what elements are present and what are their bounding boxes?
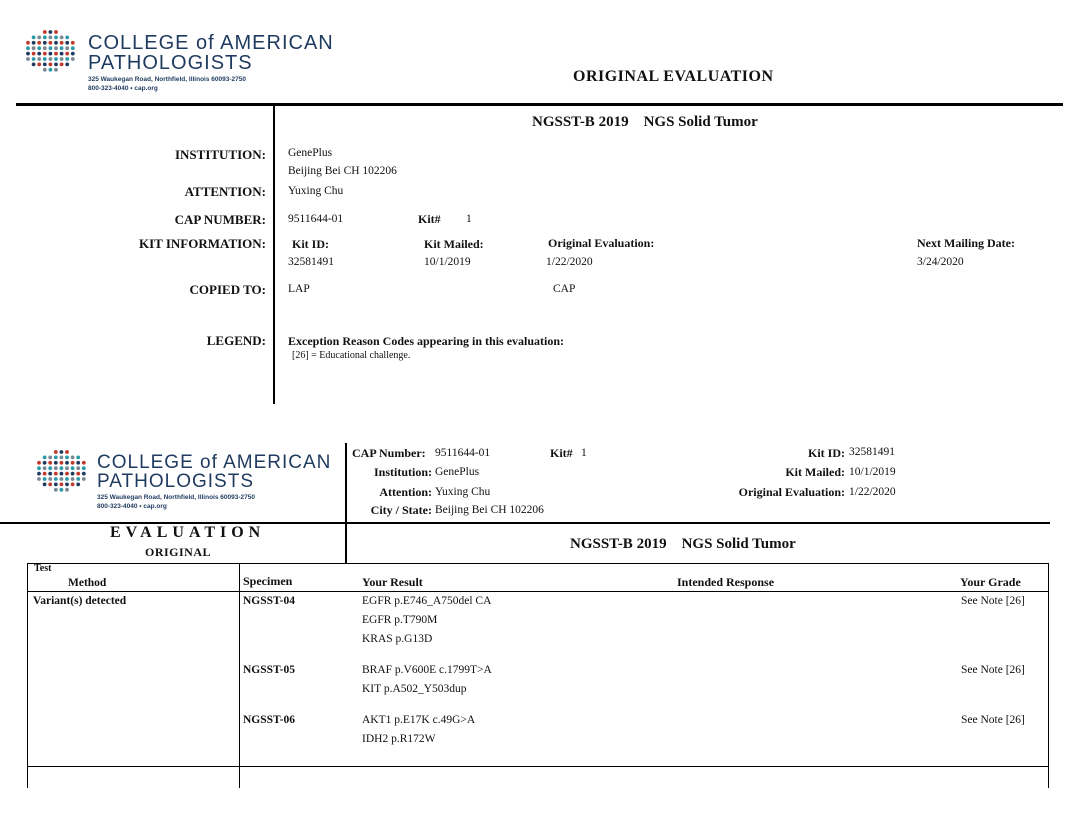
org-address: 325 Waukegan Road, Northfield, Illinois 60093-2750	[88, 76, 246, 83]
p2-program-title: NGSST-B 2019 NGS Solid Tumor	[570, 536, 796, 552]
table-right-edge	[1048, 563, 1049, 788]
next-mailing-value: 3/24/2020	[917, 256, 964, 268]
kit-label: Kit#	[418, 212, 441, 226]
program-title: NGSST-B 2019 NGS Solid Tumor	[532, 114, 758, 130]
attention-label: ATTENTION:	[184, 184, 266, 199]
p2-cap-number-value: 9511644-01	[435, 447, 491, 459]
legend-title: Exception Reason Codes appearing in this evaluation:	[288, 334, 565, 348]
header-rule	[16, 103, 1063, 106]
grade-cell: See Note [26]	[961, 664, 1025, 676]
org-name-line1: COLLEGE of AMERICAN	[88, 32, 334, 54]
p2-kit-mailed-label: Kit Mailed:	[785, 465, 845, 479]
org-address: 325 Waukegan Road, Northfield, Illinois 60093-2750	[97, 494, 255, 501]
result-line: EGFR p.E746_A750del CA	[362, 595, 492, 607]
attention-value: Yuxing Chu	[288, 185, 344, 197]
org-name-line2: PATHOLOGISTS	[88, 52, 253, 74]
copied-to-cap: CAP	[553, 283, 576, 295]
specimen-cell: NGSST-04	[243, 595, 295, 607]
cap-logo-icon	[22, 28, 78, 76]
table-top-rule	[27, 563, 1049, 564]
p2-kit-value: 1	[581, 447, 587, 459]
evaluation-title: EVALUATION	[110, 524, 266, 541]
next-mailing-label: Next Mailing Date:	[917, 236, 1015, 250]
col-grade-header: Your Grade	[960, 575, 1021, 589]
original-eval-value: 1/22/2020	[546, 256, 593, 268]
col-intended-header: Intended Response	[677, 575, 775, 589]
cap-number-value: 9511644-01	[288, 213, 344, 225]
kit-id-label: Kit ID:	[292, 237, 329, 251]
p2-cap-number-label: CAP Number:	[352, 446, 426, 460]
kit-info-label: KIT INFORMATION:	[139, 236, 266, 251]
result-line: KRAS p.G13D	[362, 633, 433, 645]
copied-to-label: COPIED TO:	[189, 282, 266, 297]
page-title: ORIGINAL EVALUATION	[573, 68, 774, 85]
col-test-header: Test	[34, 563, 52, 574]
result-line: EGFR p.T790M	[362, 614, 438, 626]
cap-logo-icon	[33, 448, 89, 496]
p2-original-eval-label: Original Evaluation:	[738, 485, 845, 499]
kit-mailed-value: 10/1/2019	[424, 256, 471, 268]
institution-name: GenePlus	[288, 147, 333, 159]
col-result-header: Your Result	[362, 575, 423, 589]
p2-institution-label: Institution:	[373, 465, 432, 479]
cap-number-label: CAP NUMBER:	[174, 212, 266, 227]
label-divider	[273, 106, 275, 404]
institution-label: INSTITUTION:	[174, 147, 266, 162]
p2-attention-value: Yuxing Chu	[435, 486, 491, 498]
kit-mailed-label: Kit Mailed:	[424, 237, 484, 251]
specimen-cell: NGSST-05	[243, 664, 295, 676]
legend-item: [26] = Educational challenge.	[292, 350, 411, 361]
p2-kit-mailed-value: 10/1/2019	[849, 466, 896, 478]
org-name-line2: PATHOLOGISTS	[97, 471, 254, 492]
table-col-divider	[239, 563, 240, 788]
org-contact: 800-323-4040 • cap.org	[88, 85, 158, 92]
p2-kit-id-value: 32581491	[849, 446, 895, 458]
org-contact: 800-323-4040 • cap.org	[97, 503, 167, 510]
legend-label: LEGEND:	[206, 333, 266, 348]
p2-kit-label: Kit#	[550, 446, 573, 460]
method-value: Variant(s) detected	[33, 595, 127, 607]
col-method-header: Method	[68, 577, 107, 589]
p2-city-state-value: Beijing Bei CH 102206	[435, 504, 544, 516]
original-eval-label: Original Evaluation:	[548, 236, 655, 250]
kit-id-value: 32581491	[288, 256, 334, 268]
result-line: IDH2 p.R172W	[362, 733, 436, 745]
p2-original-eval-value: 1/22/2020	[849, 486, 896, 498]
p2-institution-value: GenePlus	[435, 466, 480, 478]
table-bottom-rule	[27, 766, 1049, 767]
result-line: KIT p.A502_Y503dup	[362, 683, 467, 695]
p2-header-divider	[345, 443, 347, 563]
specimen-cell: NGSST-06	[243, 714, 295, 726]
evaluation-subtitle: ORIGINAL	[145, 545, 212, 559]
grade-cell: See Note [26]	[961, 595, 1025, 607]
p2-attention-label: Attention:	[379, 485, 432, 499]
col-specimen-header: Specimen	[243, 574, 293, 588]
grade-cell: See Note [26]	[961, 714, 1025, 726]
result-line: BRAF p.V600E c.1799T>A	[362, 664, 492, 676]
org-name-line1: COLLEGE of AMERICAN	[97, 452, 332, 473]
institution-address: Beijing Bei CH 102206	[288, 165, 397, 177]
table-header-rule	[27, 591, 1049, 592]
result-line: AKT1 p.E17K c.49G>A	[362, 714, 476, 726]
table-left-edge	[27, 563, 28, 788]
copied-to-lap: LAP	[288, 283, 310, 295]
p2-kit-id-label: Kit ID:	[808, 446, 845, 460]
p2-city-state-label: City / State:	[370, 503, 432, 517]
kit-value: 1	[466, 213, 472, 225]
